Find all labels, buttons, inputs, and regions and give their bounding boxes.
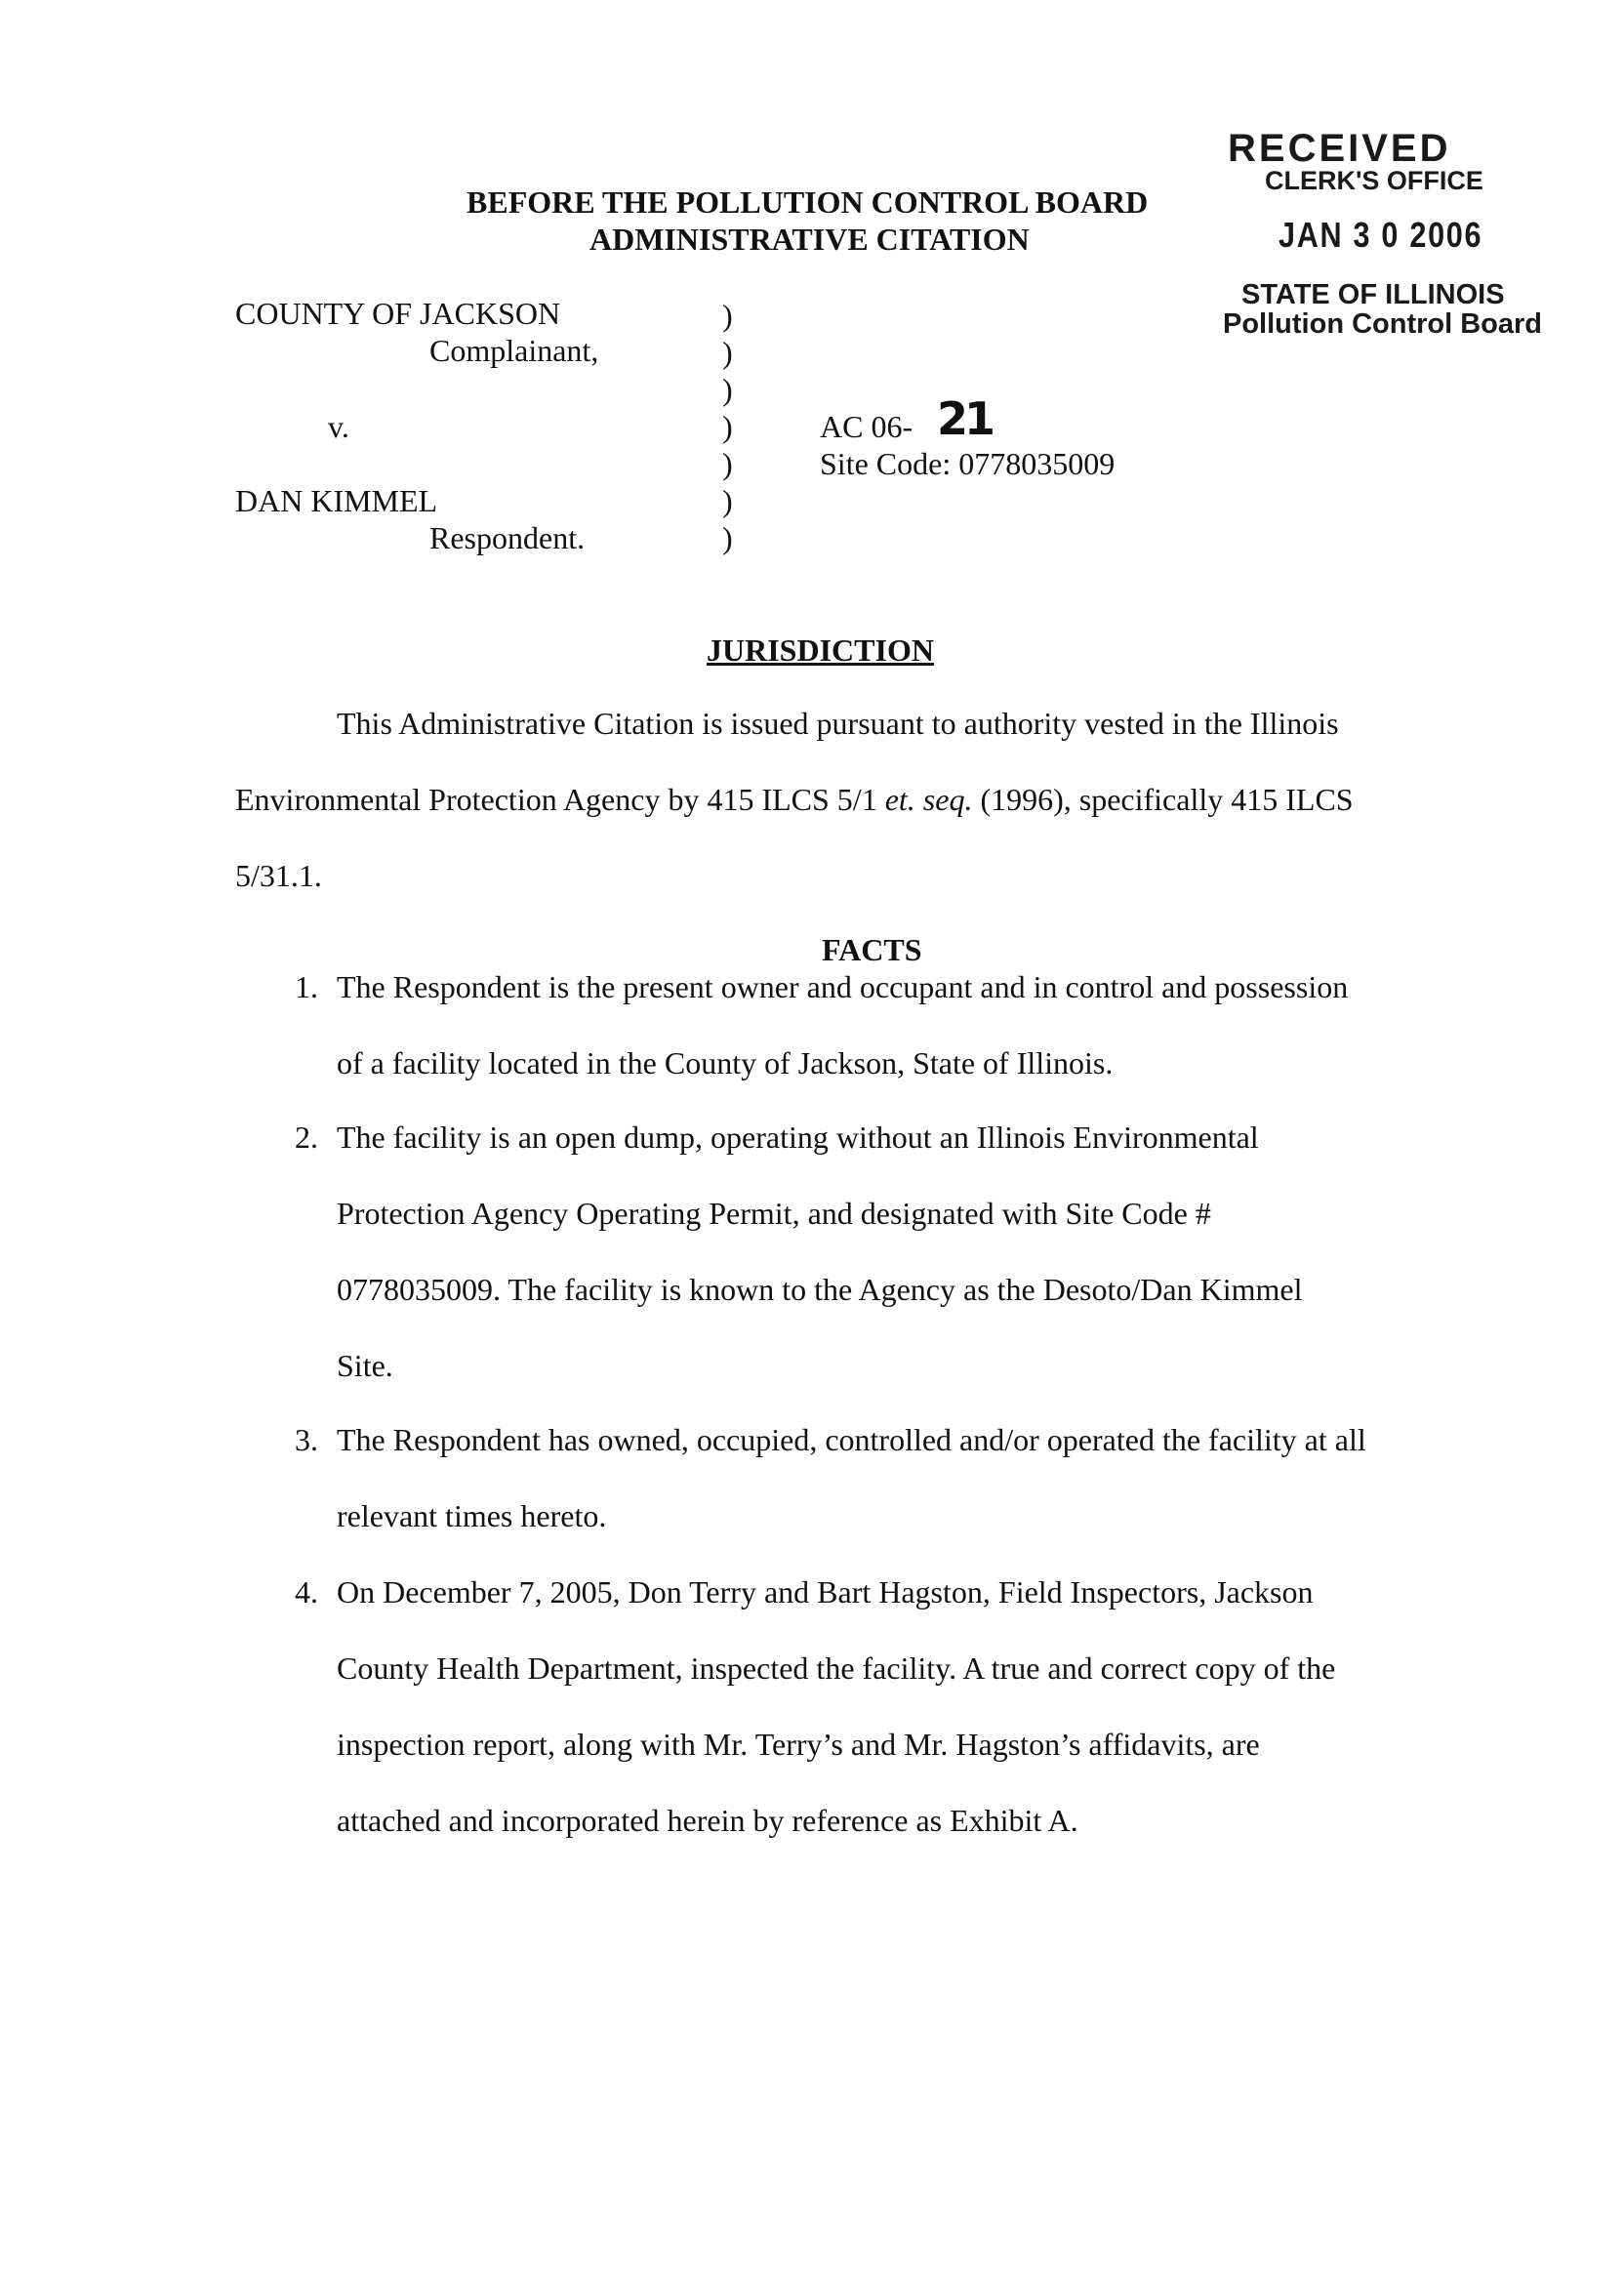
paren-2: ) — [722, 335, 733, 370]
versus: v. — [328, 409, 349, 444]
fact-2-line-4: Site. — [337, 1348, 393, 1383]
paren-3: ) — [722, 372, 733, 407]
fact-4-line-3: inspection report, along with Mr. Terry’s and Mr. Hagston’s affidavits, are — [337, 1727, 1260, 1762]
fact-2-line-2: Protection Agency Operating Permit, and designated with Site Code # — [337, 1196, 1211, 1231]
stamp-received: RECEIVED — [1228, 127, 1451, 170]
stamp-board: Pollution Control Board — [1223, 308, 1543, 340]
fact-2-line-1: The facility is an open dump, operating without an Illinois Environmental — [337, 1120, 1259, 1155]
jurisdiction-heading: JURISDICTION — [707, 632, 934, 668]
paren-6: ) — [722, 483, 733, 518]
header-board-title: BEFORE THE POLLUTION CONTROL BOARD — [467, 184, 1149, 220]
paren-1: ) — [722, 298, 733, 333]
paren-4: ) — [722, 409, 733, 444]
stamp-clerks-office: CLERK'S OFFICE — [1265, 166, 1483, 195]
stamp-state: STATE OF ILLINOIS — [1241, 279, 1505, 310]
case-number-prefix: AC 06- — [820, 409, 914, 444]
fact-4-line-1: On December 7, 2005, Don Terry and Bart Hagston, Field Inspectors, Jackson — [337, 1574, 1314, 1610]
jurisdiction-line-1: This Administrative Citation is issued pursuant to authority vested in the Illinois — [337, 706, 1339, 741]
paren-7: ) — [722, 520, 733, 555]
fact-2-number: 2. — [295, 1120, 318, 1155]
jurisdiction-line-3: 5/31.1. — [235, 858, 322, 893]
jurisdiction-line-2-start: Environmental Protection Agency by 415 ILCS 5/1 — [235, 782, 885, 817]
fact-4-number: 4. — [295, 1574, 318, 1610]
jurisdiction-line-2-end: (1996), specifically 415 ILCS — [972, 782, 1354, 817]
case-number-handwritten: 21 — [937, 392, 993, 445]
site-code: Site Code: 0778035009 — [820, 446, 1116, 481]
respondent-name: DAN KIMMEL — [235, 483, 438, 518]
fact-2-line-3: 0778035009. The facility is known to the Agency as the Desoto/Dan Kimmel — [337, 1272, 1303, 1307]
fact-4-line-4: attached and incorporated herein by reference as Exhibit A. — [337, 1803, 1078, 1838]
complainant-name: COUNTY OF JACKSON — [235, 296, 561, 331]
fact-4-line-2: County Health Department, inspected the facility. A true and correct copy of the — [337, 1650, 1336, 1686]
facts-heading: FACTS — [822, 932, 922, 967]
fact-1-line-1: The Respondent is the present owner and occupant and in control and possession — [337, 969, 1349, 1004]
fact-1-number: 1. — [295, 969, 318, 1004]
stamp-date: JAN 3 0 2006 — [1279, 215, 1483, 255]
fact-3-line-1: The Respondent has owned, occupied, controlled and/or operated the facility at all — [337, 1422, 1366, 1457]
respondent-role: Respondent. — [429, 520, 586, 555]
header-citation-title: ADMINISTRATIVE CITATION — [589, 222, 1030, 257]
fact-3-number: 3. — [295, 1422, 318, 1457]
fact-3-line-2: relevant times hereto. — [337, 1498, 607, 1533]
fact-1-line-2: of a facility located in the County of Jackson, State of Illinois. — [337, 1045, 1114, 1080]
jurisdiction-line-2 — [235, 781, 1354, 818]
jurisdiction-et-seq: et. seq. — [884, 782, 973, 817]
complainant-role: Complainant, — [429, 333, 599, 368]
paren-5: ) — [722, 446, 733, 481]
